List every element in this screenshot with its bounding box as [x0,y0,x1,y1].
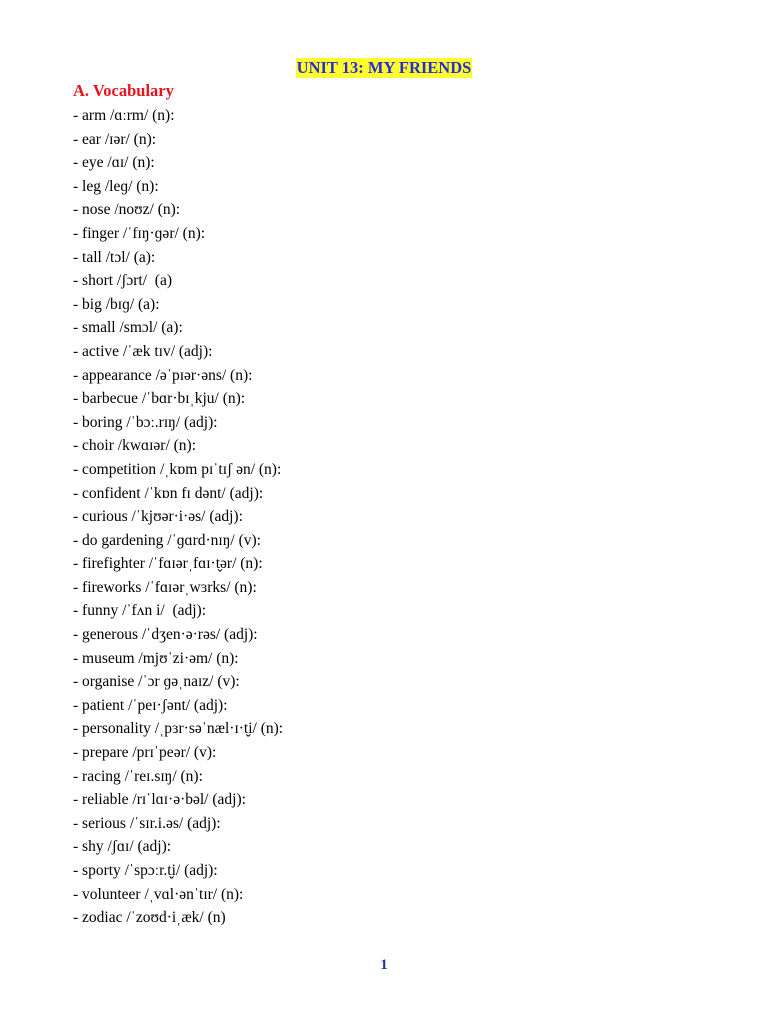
vocabulary-item: - zodiac /ˈzoʊd·iˌæk/ (n) [73,909,226,927]
vocabulary-item: - leg /leɡ/ (n): [73,177,159,195]
vocabulary-item: - eye /ɑɪ/ (n): [73,154,155,172]
vocabulary-item: - curious /ˈkjʊər·i·əs/ (adj): [73,508,243,526]
vocabulary-item: - choir /kwɑɪər/ (n): [73,437,197,455]
vocabulary-item: - short /ʃɔrt/ (a) [73,272,172,290]
vocabulary-item: - serious /ˈsɪr.i.əs/ (adj): [73,814,221,832]
vocabulary-item: - fireworks /ˈfɑɪərˌwɜrks/ (n): [73,578,257,596]
vocabulary-item: - appearance /əˈpɪər·əns/ (n): [73,366,253,384]
section-heading: A. Vocabulary [73,81,174,100]
vocabulary-item: - organise /ˈɔr ɡəˌnaɪz/ (v): [73,673,240,691]
vocabulary-list [73,104,283,930]
vocabulary-item: - personality /ˌpɜr·səˈnæl·ɪ·t̬i/ (n): [73,720,284,738]
vocabulary-item: - reliable /rɪˈlɑɪ·ə·bəl/ (adj): [73,791,246,809]
vocabulary-item: - active /ˈæk tɪv/ (adj): [73,342,213,360]
vocabulary-item: - do gardening /ˈɡɑrd·nɪŋ/ (v): [73,531,261,549]
title-container [0,58,768,78]
vocabulary-item: - racing /ˈreɪ.sɪŋ/ (n): [73,767,203,785]
vocabulary-item: - confident /ˈkɒn fɪ dənt/ (adj): [73,484,264,502]
vocabulary-item: - firefighter /ˈfɑɪərˌfɑɪ·t̬ər/ (n): [73,555,263,573]
vocabulary-item: - volunteer /ˌvɑl·ənˈtɪr/ (n): [73,885,244,903]
vocabulary-item: - generous /ˈdʒen·ə·rəs/ (adj): [73,626,258,644]
vocabulary-item: - sporty /ˈspɔːr.t̬i/ (adj): [73,862,218,879]
vocabulary-item: - arm /ɑːrm/ (n): [73,107,175,124]
vocabulary-item: - ear /ɪər/ (n): [73,130,157,148]
page-number: 1 [380,957,388,973]
vocabulary-item: - funny /ˈfʌn i/ (adj): [73,602,207,620]
vocabulary-item: - barbecue /ˈbɑr·bɪˌkju/ (n): [73,390,246,408]
vocabulary-item: - prepare /prɪˈpeər/ (v): [73,744,217,762]
vocabulary-item: - boring /ˈbɔː.rɪŋ/ (adj): [73,413,218,431]
vocabulary-item: - small /smɔl/ (a): [73,319,183,337]
vocabulary-item: - shy /ʃɑɪ/ (adj): [73,838,172,856]
vocabulary-item: - finger /ˈfɪŋ·ɡər/ (n): [73,224,206,242]
vocabulary-item: - competition /ˌkɒm pɪˈtɪʃ ən/ (n): [73,460,282,478]
vocabulary-item: - big /bɪɡ/ (a): [73,295,160,313]
vocabulary-item: - museum /mjʊˈzi·əm/ (n): [73,649,239,667]
vocabulary-item: - nose /noʊz/ (n): [73,201,181,219]
vocabulary-item: - tall /tɔl/ (a): [73,248,156,266]
vocabulary-item: - patient /ˈpeɪ·ʃənt/ (adj): [73,696,228,714]
page-title: UNIT 13: MY FRIENDS [296,58,472,77]
